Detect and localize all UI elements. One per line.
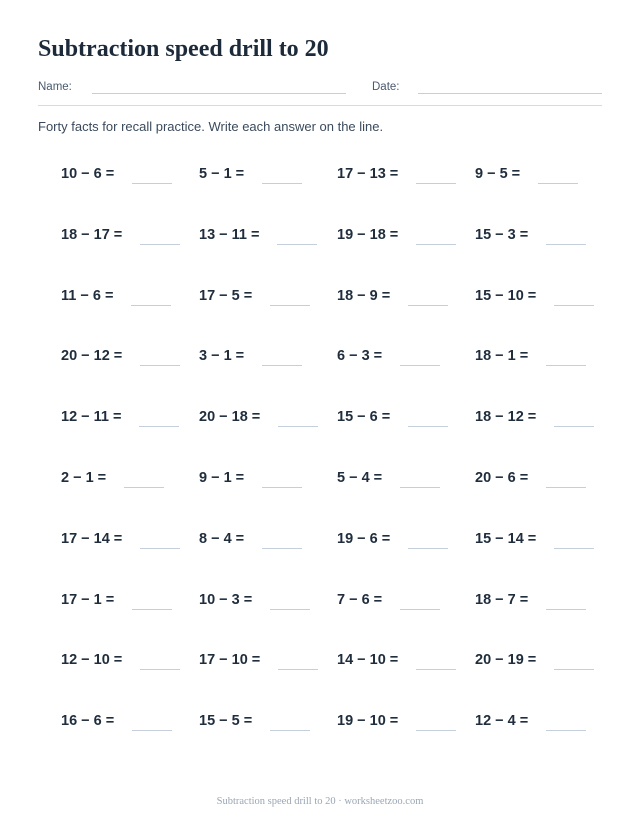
answer-line[interactable] [270,730,310,731]
answer-line[interactable] [538,183,578,184]
problem-expression: 15 − 14 = [475,530,537,547]
problem-item [337,468,467,492]
answer-line[interactable] [416,730,456,731]
problem-item [475,164,605,188]
answer-line[interactable] [408,305,448,306]
answer-line[interactable] [278,669,318,670]
problem-expression: 3 − 1 = [199,348,245,365]
answer-line[interactable] [546,609,586,610]
answer-line[interactable] [546,730,586,731]
page-title: Subtraction speed drill to 20 [38,36,329,62]
problem-item [337,286,467,310]
problem-item [199,590,329,614]
problem-expression: 12 − 4 = [475,713,529,730]
answer-line[interactable] [400,365,440,366]
answer-line[interactable] [408,548,448,549]
problem-expression: 2 − 1 = [61,470,107,486]
answer-line[interactable] [278,426,318,427]
problem-item [61,225,191,249]
problem-expression: 12 − 10 = [61,652,123,669]
problem-item [199,225,329,249]
problem-item [61,164,191,188]
problem-item [61,346,191,370]
answer-line[interactable] [262,487,302,488]
problem-expression: 18 − 17 = [61,226,123,243]
answer-line[interactable] [131,305,171,306]
problem-expression: 19 − 6 = [337,530,391,547]
answer-line[interactable] [140,548,180,549]
problem-item [337,590,467,614]
answer-line[interactable] [124,487,164,488]
answer-line[interactable] [132,183,172,184]
answer-line[interactable] [416,244,456,245]
problem-expression: 17 − 1 = [61,591,115,608]
answer-line[interactable] [546,244,586,245]
problem-item [475,590,605,614]
problem-item [199,346,329,370]
problem-item [475,468,605,492]
problem-expression: 13 − 11 = [199,226,260,243]
problem-expression: 20 − 6 = [475,470,529,486]
problem-expression: 17 − 10 = [199,652,261,669]
problem-expression: 7 − 6 = [337,591,383,608]
problem-expression: 15 − 5 = [199,713,253,730]
problem-item [475,286,605,310]
answer-line[interactable] [262,548,302,549]
answer-line[interactable] [554,548,594,549]
answer-line[interactable] [270,305,310,306]
answer-line[interactable] [400,487,440,488]
answer-line[interactable] [416,669,456,670]
problem-item [337,225,467,249]
problem-expression: 10 − 6 = [61,166,115,182]
problem-expression: 20 − 18 = [199,409,261,426]
answer-line[interactable] [277,244,317,245]
problem-expression: 20 − 19 = [475,652,537,669]
problem-item [475,346,605,370]
problem-item [199,468,329,492]
answer-line[interactable] [139,426,179,427]
problem-expression: 17 − 14 = [61,530,123,547]
problem-item [337,164,467,188]
problem-expression: 11 − 6 = [61,287,114,304]
answer-line[interactable] [132,730,172,731]
problem-expression: 8 − 4 = [199,530,245,547]
problem-expression: 15 − 3 = [475,226,529,243]
problem-expression: 15 − 6 = [337,409,391,426]
answer-line[interactable] [408,426,448,427]
problem-expression: 9 − 1 = [199,470,245,486]
instructions: Forty facts for recall practice. Write each answer on the line. [38,119,384,134]
problem-item [199,164,329,188]
answer-line[interactable] [140,669,180,670]
answer-line[interactable] [554,669,594,670]
problem-item [61,286,191,310]
problem-item [61,529,191,553]
problem-expression: 14 − 10 = [337,652,399,669]
answer-line[interactable] [554,426,594,427]
problem-item [61,711,191,735]
answer-line[interactable] [140,244,180,245]
problem-item [475,225,605,249]
problem-expression: 17 − 5 = [199,287,253,304]
problem-expression: 19 − 10 = [337,713,399,730]
problem-item [337,529,467,553]
problem-item [337,650,467,674]
answer-line[interactable] [132,609,172,610]
problem-expression: 6 − 3 = [337,348,383,365]
problem-item [337,711,467,735]
answer-line[interactable] [554,305,594,306]
problem-expression: 9 − 5 = [475,166,521,182]
date-label: Date: [372,81,400,93]
problem-expression: 5 − 4 = [337,470,383,486]
problem-item [475,407,605,431]
problem-item [475,650,605,674]
problem-item [337,346,467,370]
problem-expression: 15 − 10 = [475,287,537,304]
problem-item [199,711,329,735]
problem-item [475,711,605,735]
problem-item [337,407,467,431]
answer-line[interactable] [546,365,586,366]
answer-line[interactable] [400,609,440,610]
problem-expression: 18 − 1 = [475,348,529,365]
problem-expression: 20 − 12 = [61,348,123,365]
problem-item [475,529,605,553]
problem-item [61,590,191,614]
problem-item [61,650,191,674]
answer-line[interactable] [416,183,456,184]
problem-expression: 12 − 11 = [61,409,122,426]
name-label: Name: [38,81,72,93]
answer-line[interactable] [262,183,302,184]
problem-item [199,650,329,674]
problem-expression: 18 − 7 = [475,591,529,608]
answer-line[interactable] [270,609,310,610]
problem-item [199,407,329,431]
problem-expression: 5 − 1 = [199,166,245,182]
problem-expression: 10 − 3 = [199,591,253,608]
problem-expression: 18 − 9 = [337,287,391,304]
problem-expression: 17 − 13 = [337,166,399,182]
answer-line[interactable] [140,365,180,366]
problem-expression: 19 − 18 = [337,226,399,243]
footer: Subtraction speed drill to 20 · worksheetzoo.com [216,796,424,807]
problem-item [199,529,329,553]
answer-line[interactable] [262,365,302,366]
problem-item [61,468,191,492]
answer-line[interactable] [546,487,586,488]
problem-item [199,286,329,310]
problem-expression: 18 − 12 = [475,409,537,426]
problem-item [61,407,191,431]
problem-expression: 16 − 6 = [61,713,115,730]
